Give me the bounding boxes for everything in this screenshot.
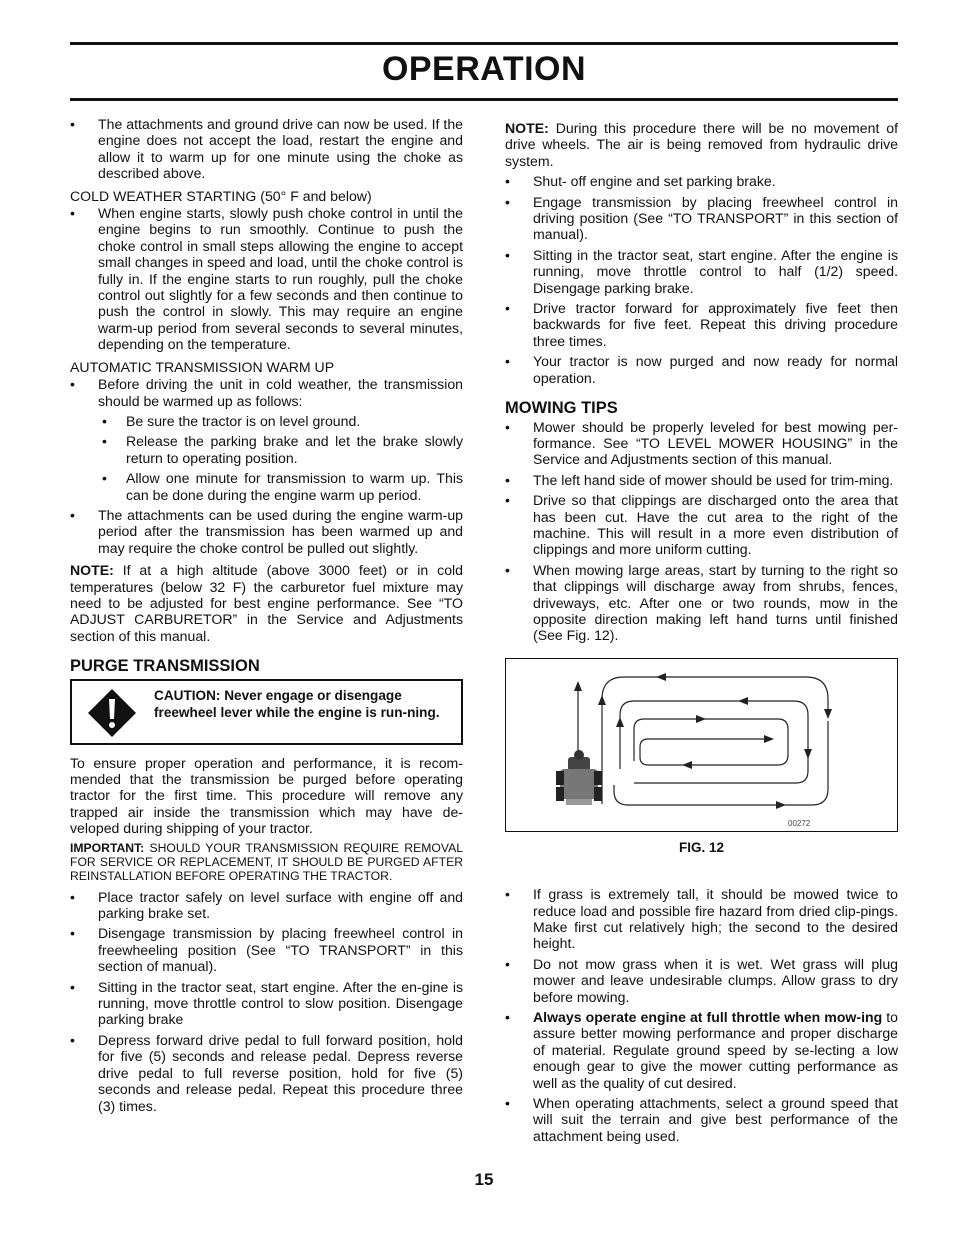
- bullet-engage-transmission: • Engage transmission by placing freewheel control in driving position (See “TO TRANSPORT” in this section of manual).: [505, 194, 898, 243]
- bullet-left-side-trimming: • The left hand side of mower should be used for trim-ming.: [505, 472, 898, 488]
- bullet-wet-grass: • Do not mow grass when it is wet. Wet grass will plug mower and leave undesirable clumps. Allow grass to dry before mowing.: [505, 956, 898, 1005]
- note-high-altitude: [70, 562, 463, 644]
- header-bottom-rule: [70, 98, 898, 101]
- arrow-right-inner: [696, 715, 706, 723]
- bullet-tall-grass: • If grass is extremely tall, it should be mowed twice to reduce load and possible fire hazard from dried clip-pings. Make first cut relatively high; the second to the desired height.: [505, 886, 898, 952]
- mowing-pattern-diagram: [506, 659, 899, 833]
- subbullet-warm-up: • Allow one minute for transmission to warm up. This can be done during the engine warm up period.: [70, 470, 463, 503]
- figure-code: 00272: [788, 818, 811, 828]
- right-column: [505, 120, 898, 1148]
- bullet-start-engine-half: • Sitting in the tractor seat, start engine. After the engine is running, move throttle control to half (1/2) speed. Disengage parking brake.: [505, 247, 898, 296]
- note-label-right: NOTE:: [505, 120, 549, 136]
- full-throttle-bold: Always operate engine at full throttle when mow-ing: [533, 1009, 883, 1026]
- bullet-full-throttle: [505, 1009, 898, 1091]
- bullet-shut-off-engine: • Shut- off engine and set parking brake.: [505, 173, 898, 189]
- purge-intro: To ensure proper operation and performance, it is recom-mended that the transmission be purged before operating tractor for the first time. This procedure will remove any trapped air inside the transmission which may have de-veloped during shipping of your tractor.: [70, 754, 463, 837]
- arrow-up-outer: [598, 695, 606, 705]
- bullet-disengage-transmission: • Disengage transmission by placing freewheel control in freewheeling position (See “TO TRANSPORT” in this section of manual).: [70, 925, 463, 974]
- important-text: SHOULD YOUR TRANSMISSION REQUIRE REMOVAL FOR SERVICE OR REPLACEMENT, IT SHOULD BE PURGED AFTER REINSTALLATION BEFORE OPERATING THE TRACTOR.: [70, 840, 463, 883]
- caution-text: CAUTION: Never engage or disengage freewheel lever while the engine is run-ning.: [154, 687, 440, 720]
- arrow-up-middle: [616, 717, 624, 727]
- bullet-ground-speed: • When operating attachments, select a ground speed that will suit the terrain and give best performance of the attachment being used.: [505, 1095, 898, 1144]
- figure-12-mowing-pattern: [505, 658, 898, 832]
- bullet-depress-pedals: • Depress forward drive pedal to full forward position, hold for five (5) seconds and release pedal. Depress reverse drive pedal to full reverse position, hold for five (5) seconds and release pedal. Repeat this procedure three (3) times.: [70, 1032, 463, 1114]
- full-throttle-text: to assure better mowing performance and proper discharge of material. Regulate ground speed by se-lecting a low enough gear to give the mower cutting performance as well as the quality of cut desired.: [533, 1009, 898, 1091]
- important-notice: [70, 841, 463, 883]
- arrow-up-left: [574, 681, 582, 691]
- bullet-start-engine-slow: • Sitting in the tractor seat, start engine. After the en-gine is running, move throttle control to slow position. Disengage parking brake: [70, 979, 463, 1028]
- mowing-tips-heading: MOWING TIPS: [505, 399, 618, 418]
- arrow-right-center: [764, 735, 774, 743]
- bullet-attachments-load: • The attachments and ground drive can now be used. If the engine does not accept the load, restart the engine and allow it to warm up for one minute using the choke as described above.: [70, 116, 463, 182]
- arrow-down-outer: [824, 709, 832, 719]
- warning-icon: [86, 687, 138, 739]
- auto-transmission-heading: AUTOMATIC TRANSMISSION WARM UP: [70, 358, 335, 375]
- header-top-rule: [70, 42, 898, 45]
- note-text: If at a high altitude (above 3000 feet) or in cold temperatures (below 32 F) the carburetor fuel mixture may need to be adjusted for best engine performance. See “TO ADJUST CARBURETOR” in the Service and Adjustments section of this manual.: [70, 562, 463, 644]
- cold-weather-heading: COLD WEATHER STARTING (50° F and below): [70, 187, 372, 204]
- note-text-right: During this procedure there will be no movement of drive wheels. The air is being removed from hydraulic drive system.: [505, 120, 898, 169]
- subbullet-level-ground: • Be sure the tractor is on level ground.: [70, 413, 463, 429]
- bullet-attachments-warm-up: • The attachments can be used during the engine warm-up period after the transmission has been warmed up and may require the choke control be pulled out slightly.: [70, 507, 463, 556]
- left-column: [70, 116, 463, 1118]
- page-number: 15: [474, 1170, 494, 1189]
- bullet-large-areas: • When mowing large areas, start by turning to the right so that clippings will discharge away from shrubs, fences, driveways, etc. After one or two rounds, mow in the opposite direction making left hand turns until finished (See Fig. 12).: [505, 562, 898, 644]
- arrow-right-bottom: [776, 801, 786, 809]
- note-label: NOTE:: [70, 562, 114, 579]
- page-title: OPERATION: [381, 50, 587, 88]
- bullet-mower-leveled: • Mower should be properly leveled for best mowing per-formance. See “TO LEVEL MOWER HOUSING” in the Service and Adjustments section of this manual.: [505, 419, 898, 468]
- bullet-drive-forward-back: • Drive tractor forward for approximately five feet then backwards for five feet. Repeat this driving procedure three times.: [505, 300, 898, 349]
- figure-caption: FIG. 12: [678, 839, 724, 855]
- arrow-left-inner: [682, 761, 692, 769]
- purge-transmission-heading: PURGE TRANSMISSION: [70, 657, 260, 676]
- bullet-purged-ready: • Your tractor is now purged and now ready for normal operation.: [505, 353, 898, 386]
- caution-box: [70, 679, 463, 745]
- bullet-choke-control: • When engine starts, slowly push choke control in until the engine begins to run smoothly. Continue to push the choke control in small steps allowing the engine to accept small changes in speed and load, until the choke control is fully in. If the engine starts to run roughly, pull the choke control out slightly for a few seconds and then continue to push the control in slowly. This may require an engine warm-up period from several seconds to several minutes, depending on the temperature.: [70, 205, 463, 353]
- arrow-down-middle: [804, 749, 812, 759]
- arrow-left-top: [656, 673, 666, 681]
- arrow-left-middle: [738, 697, 748, 705]
- tractor-icon: [556, 750, 602, 805]
- important-label: IMPORTANT:: [70, 840, 145, 855]
- subbullet-release-brake: • Release the parking brake and let the brake slowly return to operating position.: [70, 433, 463, 466]
- bullet-before-driving: • Before driving the unit in cold weather, the transmission should be warmed up as follows:: [70, 376, 463, 409]
- bullet-discharge-clippings: • Drive so that clippings are discharged onto the area that has been cut. Have the cut area to the right of the machine. This will result in a more even distribution of clippings and more uniform cutting.: [505, 492, 898, 558]
- note-no-movement: [505, 120, 898, 169]
- bullet-place-tractor: • Place tractor safely on level surface with engine off and parking brake set.: [70, 889, 463, 922]
